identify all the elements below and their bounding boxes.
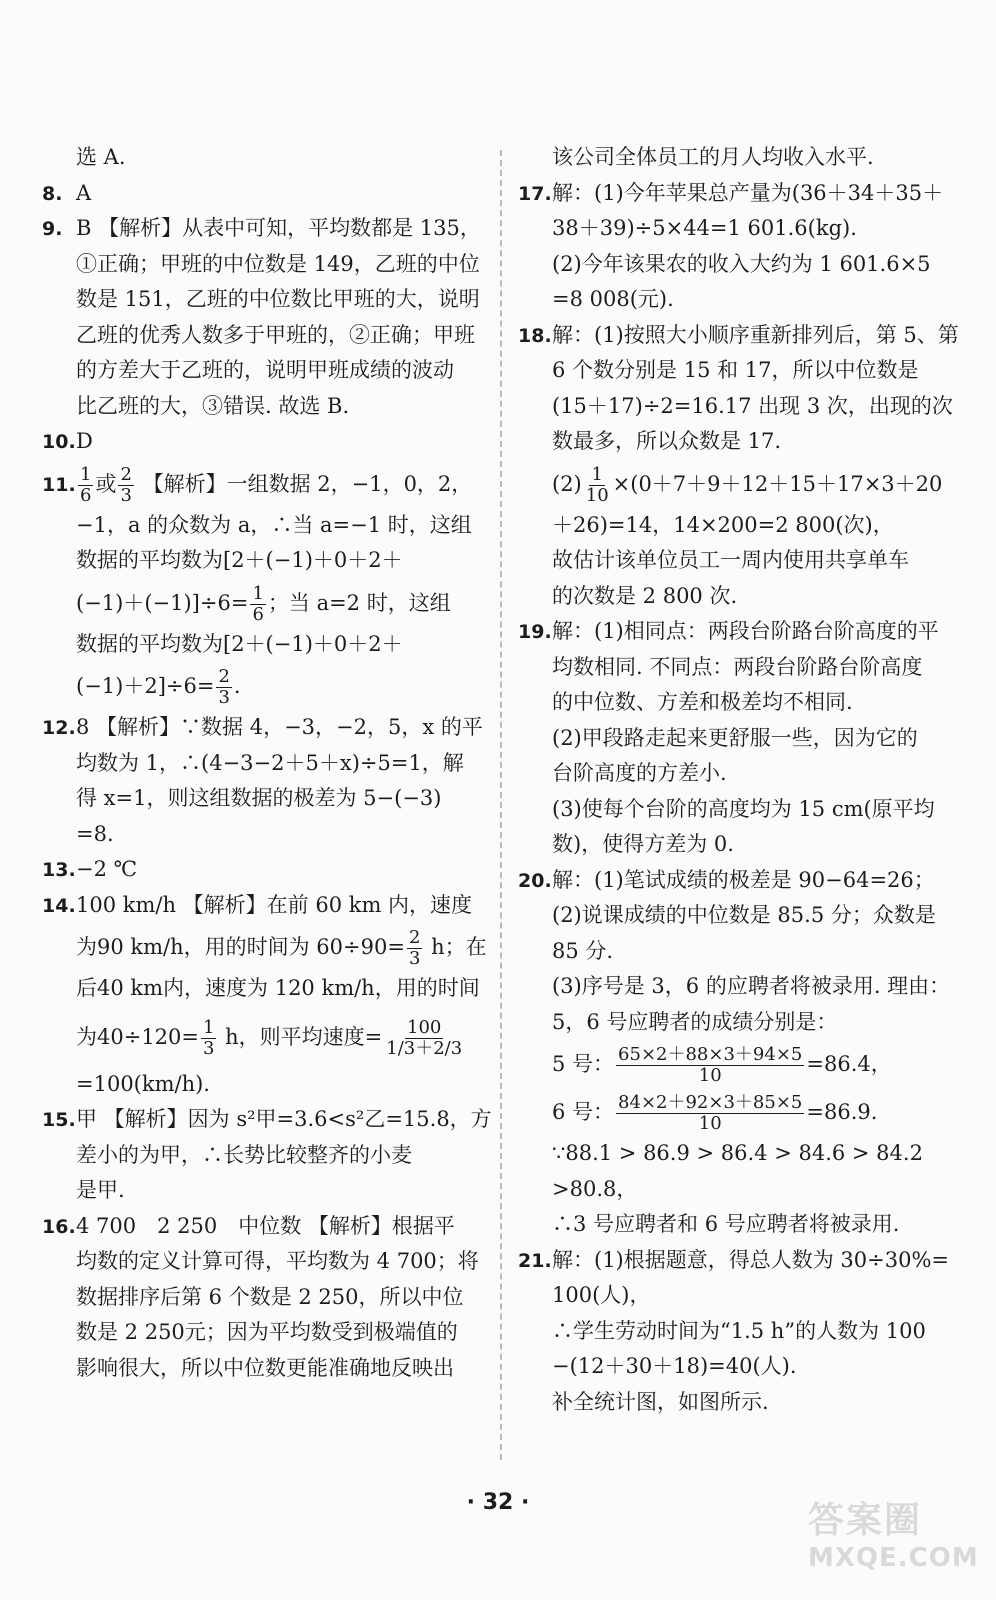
line-text: 均数为 1，∴(4−3−2＋5＋x)÷5=1，解 bbox=[76, 750, 464, 775]
text-line bbox=[42, 1173, 462, 1209]
line-text: =86.4， bbox=[806, 1052, 892, 1076]
fraction-denominator: 6 bbox=[80, 484, 92, 506]
line-text: 数据排序后第 6 个数是 2 250，所以中位 bbox=[76, 1284, 464, 1309]
text-line bbox=[518, 1243, 958, 1279]
line-text: 差小的为甲，∴长势比较整齐的小麦 bbox=[76, 1142, 412, 1167]
line-text: 得 x=1，则这组数据的极差为 5−(−3) bbox=[76, 786, 442, 810]
text-line bbox=[42, 923, 487, 971]
line-text: 该公司全体员工的月人均收入水平. bbox=[552, 145, 874, 169]
line-text: (2)说课成绩的中位数是 85.5 分；众数是 bbox=[552, 903, 936, 927]
line-text: −1，a 的众数为 a，∴当 a=−1 时，这组 bbox=[76, 512, 472, 537]
line-text: D bbox=[76, 429, 93, 453]
item-number: 11. bbox=[42, 473, 76, 496]
watermark-logo bbox=[808, 1492, 979, 1582]
line-text: 38＋39)÷5×44=1 601.6(kg). bbox=[552, 216, 857, 240]
line-text: 乙班的优秀人数多于甲班的，②正确；甲班 bbox=[76, 322, 475, 347]
item-number: 16. bbox=[42, 1215, 76, 1238]
text-line bbox=[42, 543, 462, 579]
line-text: ∴3 号应聘者和 6 号应聘者将被录用. bbox=[552, 1212, 900, 1236]
text-line bbox=[42, 781, 462, 817]
text-line bbox=[42, 389, 462, 425]
fraction-numerator: 65×2＋88×3＋94×5 bbox=[618, 1044, 803, 1066]
fraction-numerator: 2 bbox=[218, 666, 230, 688]
text-line bbox=[518, 863, 958, 899]
line-text: 为90 km/h，用的时间为 60÷90= bbox=[76, 935, 405, 959]
text-line bbox=[42, 176, 462, 212]
text-line bbox=[518, 1005, 958, 1041]
text-line bbox=[518, 650, 958, 686]
fraction-denominator: 6 bbox=[252, 603, 264, 625]
line-text: >80.8， bbox=[552, 1176, 638, 1201]
text-line bbox=[42, 1351, 462, 1387]
line-text: B 【解析】从表中可知，平均数都是 135， bbox=[76, 216, 481, 240]
line-text: 解：(1)笔试成绩的极差是 90−64=26； bbox=[552, 867, 935, 892]
text-line bbox=[518, 460, 958, 508]
line-text: 4 700 2 250 中位数 【解析】根据平 bbox=[76, 1213, 455, 1238]
text-line bbox=[518, 792, 958, 828]
text-line bbox=[518, 934, 958, 970]
line-text: 是甲. bbox=[76, 1178, 125, 1202]
page-number: · 32 · bbox=[466, 1490, 530, 1515]
text-line bbox=[518, 176, 958, 212]
line-text: ∴学生劳动时间为“1.5 h”的人数为 100 bbox=[552, 1318, 926, 1343]
text-line bbox=[518, 898, 958, 934]
line-text: (2)甲段路走起来更舒服一些，因为它的 bbox=[552, 725, 918, 750]
line-text: 数是 2 250元；因为平均数受到极端值的 bbox=[76, 1320, 458, 1344]
line-text: 的中位数、方差和极差均不相同. bbox=[552, 690, 853, 714]
line-text: 的次数是 2 800 次. bbox=[552, 583, 738, 608]
fraction-numerator: 1 bbox=[591, 463, 603, 485]
line-text: 为40÷120= bbox=[76, 1024, 199, 1049]
fraction-numerator: 84×2＋92×3＋85×5 bbox=[618, 1092, 803, 1114]
text-line bbox=[42, 627, 462, 663]
line-text: (2)今年该果农的收入大约为 1 601.6×5 bbox=[552, 251, 931, 276]
text-line bbox=[42, 508, 472, 544]
text-line bbox=[42, 247, 480, 283]
line-text: (15＋17)÷2=16.17 出现 3 次，出现的次 bbox=[552, 393, 953, 418]
item-number: 19. bbox=[518, 621, 552, 643]
line-text: 比乙班的大，③错误. 故选 B. bbox=[76, 393, 350, 418]
item-number: 18. bbox=[518, 324, 552, 347]
watermark-bottom: MXQE.COM bbox=[808, 1543, 979, 1573]
line-text: (2) bbox=[552, 471, 582, 496]
fraction bbox=[78, 465, 93, 506]
text-line bbox=[518, 1088, 958, 1136]
line-text: 均数的定义计算可得，平均数为 4 700；将 bbox=[76, 1249, 479, 1273]
text-line bbox=[42, 140, 462, 176]
line-text: ∵88.1 > 86.9 > 86.4 > 84.6 > 84.2 bbox=[552, 1141, 923, 1165]
text-line bbox=[42, 1138, 462, 1174]
watermark-top: 答案圈 bbox=[808, 1500, 923, 1541]
text-line bbox=[42, 1280, 462, 1316]
item-number: 8. bbox=[42, 182, 63, 205]
line-text: 【解析】一组数据 2，−1，0，2， bbox=[135, 471, 473, 496]
item-number: 12. bbox=[42, 717, 76, 739]
fraction-denominator: 3 bbox=[120, 484, 132, 506]
text-line bbox=[42, 971, 480, 1007]
line-text: 选 A. bbox=[76, 145, 126, 169]
text-line bbox=[518, 1040, 958, 1088]
line-text: (−1)＋2]÷6= bbox=[76, 674, 215, 698]
fraction-denominator: 10 bbox=[585, 484, 609, 506]
fraction-numerator: 1 bbox=[252, 582, 264, 604]
line-text: −2 ℃ bbox=[76, 857, 138, 881]
line-text: 解：(1)相同点：两段台阶路台阶高度的平 bbox=[552, 619, 939, 643]
item-number: 20. bbox=[518, 869, 552, 892]
text-line bbox=[518, 508, 958, 544]
line-text: 数据的平均数为[2＋(−1)＋0＋2＋ bbox=[76, 631, 403, 656]
text-line bbox=[42, 746, 462, 782]
text-line bbox=[518, 1136, 958, 1172]
line-text: 解：(1)今年苹果总产量为(36＋34＋35＋ bbox=[552, 180, 944, 205]
line-text: =100(km/h). bbox=[76, 1071, 210, 1096]
line-text: 影响很大，所以中位数更能准确地反映出 bbox=[76, 1355, 454, 1380]
text-line bbox=[518, 969, 958, 1005]
text-line bbox=[518, 685, 958, 721]
line-text: 补全统计图，如图所示. bbox=[552, 1389, 769, 1414]
line-text: 后40 km内，速度为 120 km/h，用的时间 bbox=[76, 976, 480, 1000]
line-text: 5 号： bbox=[552, 1052, 615, 1076]
line-text: 甲 【解析】因为 s²甲=3.6<s²乙=15.8，方 bbox=[76, 1107, 492, 1131]
line-text: (−1)＋(−1)]÷6= bbox=[76, 590, 249, 615]
right-column bbox=[518, 140, 958, 1420]
text-line bbox=[42, 282, 480, 318]
fraction-numerator: 2 bbox=[408, 927, 421, 949]
line-text: h；在 bbox=[424, 935, 487, 959]
item-number: 21. bbox=[518, 1249, 552, 1272]
line-text: 数)，使得方差为 0. bbox=[552, 832, 734, 856]
text-line bbox=[518, 756, 958, 792]
item-number: 10. bbox=[42, 431, 76, 453]
line-text: 解：(1)按照大小顺序重新排列后，第 5、第 bbox=[552, 322, 959, 347]
fraction-numerator: 1 bbox=[80, 463, 92, 485]
text-line bbox=[42, 1067, 462, 1103]
line-text: (3)序号是 3，6 的应聘者将被录用. 理由： bbox=[552, 974, 951, 998]
line-text: =8 008(元). bbox=[552, 287, 674, 311]
line-text: 5，6 号应聘者的成绩分别是： bbox=[552, 1009, 838, 1034]
text-line bbox=[518, 579, 958, 615]
text-line bbox=[518, 1172, 958, 1208]
text-line bbox=[518, 211, 958, 247]
text-line bbox=[518, 1349, 958, 1385]
fraction bbox=[201, 1018, 216, 1059]
line-text: 85 分. bbox=[552, 938, 614, 963]
line-text: 100 km/h 【解析】在前 60 km 内，速度 bbox=[76, 892, 473, 917]
fraction-numerator: 2 bbox=[120, 463, 132, 485]
fraction bbox=[584, 465, 611, 506]
text-line bbox=[518, 543, 958, 579]
line-text: 均数相同. 不同点：两段台阶路台阶高度 bbox=[552, 654, 923, 679]
text-line bbox=[518, 1385, 958, 1421]
line-text: 或 bbox=[95, 471, 117, 496]
text-line bbox=[42, 710, 483, 746]
left-column bbox=[42, 140, 492, 1386]
fraction bbox=[216, 667, 231, 708]
line-text: 数据的平均数为[2＋(−1)＋0＋2＋ bbox=[76, 548, 403, 572]
text-line bbox=[42, 1315, 462, 1351]
text-line bbox=[42, 662, 462, 710]
line-text: 台阶高度的方差小. bbox=[552, 761, 727, 785]
fraction bbox=[250, 584, 265, 625]
text-line bbox=[518, 140, 958, 176]
line-text: 数是 151，乙班的中位数比甲班的大，说明 bbox=[76, 287, 480, 311]
text-line bbox=[42, 579, 462, 627]
item-number: 13. bbox=[42, 859, 76, 881]
text-line bbox=[42, 1209, 462, 1245]
line-text: −(12＋30＋18)=40(人). bbox=[552, 1354, 797, 1378]
text-line bbox=[518, 614, 958, 650]
text-line bbox=[518, 282, 958, 318]
line-text: =86.9. bbox=[806, 1100, 878, 1124]
line-text: ①正确；甲班的中位数是 149，乙班的中位 bbox=[76, 251, 480, 276]
text-line bbox=[42, 211, 481, 247]
text-line bbox=[42, 817, 462, 853]
text-line bbox=[518, 247, 958, 283]
text-line bbox=[518, 389, 958, 425]
item-number: 15. bbox=[42, 1109, 76, 1131]
text-line bbox=[42, 1102, 492, 1138]
fraction bbox=[118, 465, 133, 506]
line-text: ×(0＋7＋9＋12＋15＋17×3＋20 bbox=[612, 471, 943, 496]
text-line bbox=[518, 1314, 958, 1350]
fraction-denominator: 3 bbox=[218, 687, 230, 708]
line-text: A bbox=[76, 180, 92, 205]
fraction bbox=[616, 1045, 804, 1086]
text-line bbox=[518, 353, 958, 389]
text-line bbox=[518, 1278, 958, 1314]
column-divider bbox=[500, 150, 502, 1460]
line-text: h，则平均速度= bbox=[218, 1024, 383, 1049]
text-line bbox=[42, 1244, 479, 1280]
text-line bbox=[42, 424, 462, 460]
line-text: 6 号： bbox=[552, 1100, 615, 1124]
fraction-numerator: 1 bbox=[203, 1016, 215, 1038]
text-line bbox=[518, 424, 958, 460]
fraction-denominator: 3 bbox=[203, 1037, 215, 1059]
line-text: 数最多，所以众数是 17. bbox=[552, 429, 782, 453]
text-line bbox=[42, 318, 475, 354]
fraction-denominator: 10 bbox=[698, 1113, 722, 1134]
line-text: 故估计该单位员工一周内使用共享单车 bbox=[552, 548, 909, 572]
item-number: 14. bbox=[42, 894, 76, 917]
text-line bbox=[42, 888, 473, 924]
line-text: 100(人)， bbox=[552, 1283, 651, 1307]
line-text: . bbox=[233, 674, 241, 698]
fraction-numerator: 100 bbox=[407, 1016, 442, 1038]
fraction bbox=[616, 1093, 804, 1134]
line-text: 8 【解析】∵数据 4，−3，−2，5，x 的平 bbox=[76, 715, 483, 739]
text-line bbox=[42, 460, 473, 508]
item-number: 17. bbox=[518, 182, 552, 205]
text-line bbox=[42, 852, 462, 888]
fraction-denominator: 10 bbox=[698, 1065, 722, 1086]
fraction-denominator: 1/3＋2/3 bbox=[386, 1037, 463, 1059]
text-line bbox=[518, 318, 958, 354]
line-text: 解：(1)根据题意，得总人数为 30÷30%= bbox=[552, 1247, 950, 1272]
fraction bbox=[407, 928, 422, 969]
text-line bbox=[518, 721, 958, 757]
text-line bbox=[42, 353, 462, 389]
text-line bbox=[518, 827, 958, 863]
line-text: =8. bbox=[76, 821, 114, 846]
line-text: ＋26)=14，14×200=2 800(次)， bbox=[552, 512, 894, 537]
line-text: 6 个数分别是 15 和 17，所以中位数是 bbox=[552, 358, 919, 382]
line-text: (3)使每个台阶的高度均为 15 cm(原平均 bbox=[552, 796, 935, 821]
line-text: ；当 a=2 时，这组 bbox=[267, 590, 451, 615]
fraction-denominator: 3 bbox=[408, 948, 421, 969]
line-text: 的方差大于乙班的，说明甲班成绩的波动 bbox=[76, 358, 454, 382]
text-line bbox=[42, 1007, 462, 1067]
text-line bbox=[518, 1207, 958, 1243]
fraction bbox=[384, 1018, 464, 1059]
item-number: 9. bbox=[42, 218, 63, 240]
